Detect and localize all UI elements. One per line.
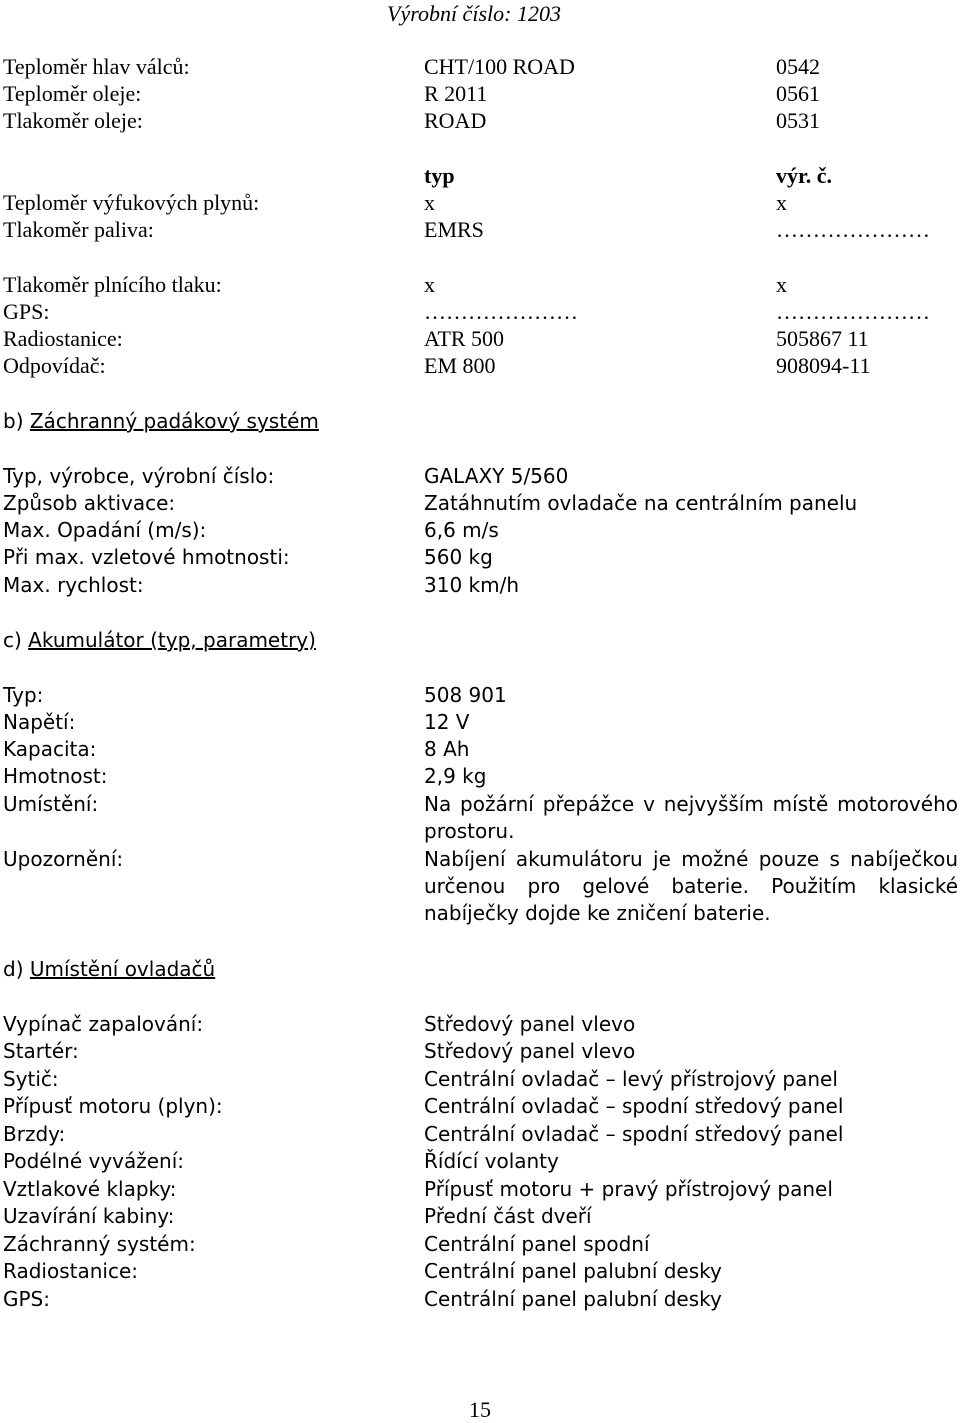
instrument-type: CHT/100 ROAD: [424, 54, 575, 79]
field-label: Kapacita:: [3, 737, 97, 761]
field-value: Centrální ovladač – spodní středový panel: [424, 1094, 844, 1118]
field-value: Přípusť motoru + pravý přístrojový panel: [424, 1177, 833, 1201]
instrument-serial: 0561: [776, 81, 820, 106]
field-value: Centrální panel palubní desky: [424, 1259, 722, 1283]
field-label: Přípusť motoru (plyn):: [3, 1094, 223, 1118]
document-header: Výrobní číslo: 1203: [387, 1, 561, 26]
section-prefix: c): [3, 628, 22, 652]
field-label: Upozornění:: [3, 847, 124, 871]
field-value: 310 km/h: [424, 573, 520, 597]
instrument-label: Odpovídač:: [3, 353, 106, 378]
instrument-type: x: [424, 190, 435, 215]
field-label: Radiostanice:: [3, 1259, 138, 1283]
instrument-serial: …………………: [776, 217, 930, 242]
field-value: 8 Ah: [424, 737, 470, 761]
section-title: Záchranný padákový systém: [29, 409, 319, 433]
field-label: Max. rychlost:: [3, 573, 144, 597]
instrument-type: R 2011: [424, 81, 488, 106]
instrument-serial: 505867 11: [776, 326, 869, 351]
instrument-type: …………………: [424, 299, 578, 324]
instrument-label: Tlakoměr paliva:: [3, 217, 154, 242]
field-value: Na požární přepážce v nejvyšším místě motorového prostoru.: [424, 792, 958, 843]
instrument-serial: 908094-11: [776, 353, 871, 378]
instrument-label: Radiostanice:: [3, 326, 123, 351]
instrument-label: Teploměr výfukových plynů:: [3, 190, 260, 215]
instrument-type: ROAD: [424, 108, 487, 133]
column-header-serial: výr. č.: [776, 163, 833, 188]
instrument-label: Teploměr hlav válců:: [3, 54, 190, 79]
field-value: Centrální panel spodní: [424, 1232, 650, 1256]
field-label: Napětí:: [3, 710, 76, 734]
instrument-serial: x: [776, 190, 787, 215]
field-label: Uzavírání kabiny:: [3, 1204, 175, 1228]
field-label: Hmotnost:: [3, 764, 108, 788]
field-value: 12 V: [424, 710, 470, 734]
instrument-label: GPS:: [3, 299, 50, 324]
field-label: Vztlakové klapky:: [3, 1177, 177, 1201]
field-label: Záchranný systém:: [3, 1232, 196, 1256]
field-value: 508 901: [424, 683, 507, 707]
instrument-serial: 0542: [776, 54, 820, 79]
field-label: Typ, výrobce, výrobní číslo:: [3, 464, 275, 488]
instrument-label: Tlakoměr oleje:: [3, 108, 143, 133]
instrument-type: EM 800: [424, 353, 496, 378]
field-label: Při max. vzletové hmotnosti:: [3, 545, 290, 569]
field-value: Středový panel vlevo: [424, 1039, 636, 1063]
instrument-type: ATR 500: [424, 326, 505, 351]
instrument-serial: x: [776, 272, 787, 297]
instrument-type: x: [424, 272, 435, 297]
field-label: Umístění:: [3, 792, 99, 816]
field-value: Centrální ovladač – levý přístrojový panel: [424, 1067, 838, 1091]
field-label: Typ:: [3, 683, 44, 707]
column-header-type: typ: [424, 163, 455, 188]
field-label: GPS:: [3, 1287, 50, 1311]
section-title: Umístění ovladačů: [29, 957, 216, 981]
page-number: 15: [469, 1397, 491, 1422]
field-value: Přední část dveří: [424, 1204, 592, 1228]
instrument-serial: 0531: [776, 108, 820, 133]
field-value: Středový panel vlevo: [424, 1012, 636, 1036]
section-title: Akumulátor (typ, parametry): [28, 628, 316, 652]
warning-text: Nabíjení akumulátoru je možné pouze s nabíječkou určenou pro gelové baterie. Použitím klasické nabíječky dojde ke zničení baterie.: [424, 847, 958, 925]
field-label: Brzdy:: [3, 1122, 66, 1146]
section-c-heading: [3, 627, 316, 654]
instrument-type: EMRS: [424, 217, 484, 242]
instrument-label: Tlakoměr plnícího tlaku:: [3, 272, 222, 297]
field-value: Centrální ovladač – spodní středový panel: [424, 1122, 844, 1146]
instrument-label: Teploměr oleje:: [3, 81, 142, 106]
section-prefix: d): [3, 957, 24, 981]
section-d-heading: [3, 956, 215, 983]
field-label: Vypínač zapalování:: [3, 1012, 204, 1036]
field-label: Podélné vyvážení:: [3, 1149, 185, 1173]
instrument-serial: …………………: [776, 299, 930, 324]
field-value: Centrální panel palubní desky: [424, 1287, 722, 1311]
field-label: Startér:: [3, 1039, 79, 1063]
field-value: 560 kg: [424, 545, 493, 569]
field-value: Řídící volanty: [424, 1149, 559, 1173]
field-label: Max. Opadání (m/s):: [3, 518, 207, 542]
field-label: Sytič:: [3, 1067, 59, 1091]
section-prefix: b): [3, 409, 24, 433]
field-value: 6,6 m/s: [424, 518, 499, 542]
field-value: 2,9 kg: [424, 764, 487, 788]
field-value: Zatáhnutím ovladače na centrálním panelu: [424, 491, 858, 515]
field-label: Způsob aktivace:: [3, 491, 176, 515]
field-value: GALAXY 5/560: [424, 464, 569, 488]
section-b-heading: [3, 408, 319, 435]
